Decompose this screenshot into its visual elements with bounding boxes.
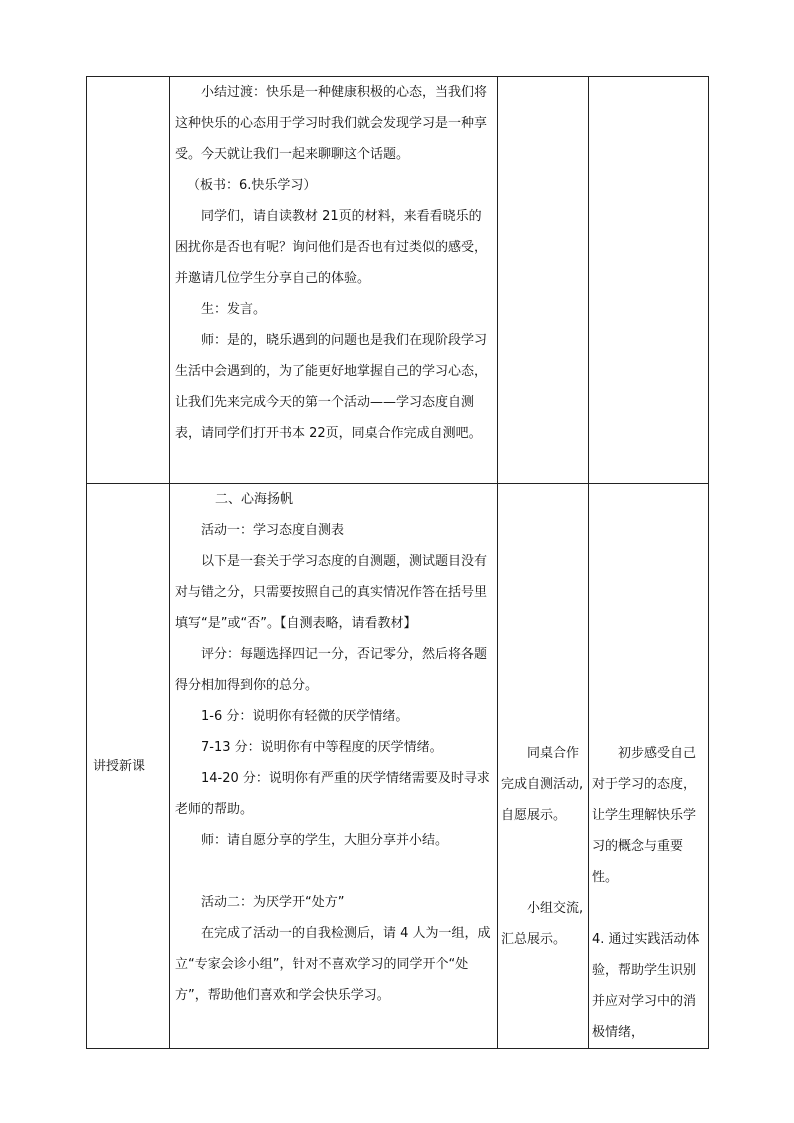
design-intent-cell	[589, 484, 709, 1049]
score-range-2: 7-13 分：说明你有中等程度的厌学情绪。	[201, 740, 443, 755]
table-row	[87, 484, 709, 1049]
activity1-title: 活动一：学习态度自测表	[201, 523, 345, 538]
teaching-content-cell	[170, 484, 498, 1049]
scoring-rule: 评分：每题选择四记一分，否记零分，然后将各题得分相加得到你的总分。	[175, 647, 488, 693]
reading-prompt: 同学们，请自读教材 21页的材料，来看看晓乐的困扰你是否也有呢？询问他们是否也有过类似的感受，并邀请几位学生分享自己的体验。	[175, 209, 488, 286]
teacher-remark: 师：是的，晓乐遇到的问题也是我们在现阶段学习生活中会遇到的，为了能更好地掌握自己的学习心态，让我们先来完成今天的第一个活动——学习态度自测表，请同学们打开书本 22页，同桌合作完成自测吧。	[175, 333, 488, 441]
blank-line	[175, 856, 493, 887]
teaching-content-cell	[170, 77, 498, 484]
activity2-title: 活动二：为厌学开“处方”	[201, 895, 345, 910]
transition-summary: 小结过渡：快乐是一种健康积极的心态，当我们将这种快乐的心态用于学习时我们就会发现学习是一种享受。今天就让我们一起来聊聊这个话题。	[175, 85, 488, 162]
teacher-summary: 师：请自愿分享的学生，大胆分享并小结。	[201, 833, 449, 848]
score-range-1: 1-6 分：说明你有轻微的厌学情绪。	[201, 709, 409, 724]
student-activity-cell	[498, 484, 589, 1049]
student-activity-cell-empty	[498, 77, 589, 484]
student-activity-1: 同桌合作完成自测活动,自愿展示。	[501, 746, 584, 823]
student-response: 生：发言。	[201, 302, 267, 317]
design-intent-cell-empty	[589, 77, 709, 484]
student-activity-2: 小组交流,汇总展示。	[501, 901, 584, 947]
lesson-plan-table	[86, 76, 709, 1049]
stage-cell-empty	[87, 77, 170, 484]
design-intent-1: 初步感受自己对于学习的态度，让学生理解快乐学习的概念与重要性。	[592, 746, 697, 885]
score-range-3: 14-20 分：说明你有严重的厌学情绪需要及时寻求老师的帮助。	[175, 771, 490, 817]
activity2-text: 在完成了活动一的自我检测后，请 4 人为一组，成立“专家会诊小组”，针对不喜欢学习的同学开个“处方”，帮助他们喜欢和学会快乐学习。	[175, 926, 491, 1003]
activity1-intro: 以下是一套关于学习态度的自测题，测试题目没有对与错之分，只需要按照自己的真实情况作答在括号里填写“是”或“否”。【自测表略，请看教材】	[175, 554, 488, 631]
stage-label: 讲授新课	[87, 484, 170, 1049]
blackboard-note: （板书：6.快乐学习）	[187, 178, 317, 193]
table-row	[87, 77, 709, 484]
section-title: 二、心海扬帆	[215, 492, 294, 507]
design-intent-2: 4. 通过实践活动体验，帮助学生识别并应对学习中的消极情绪，	[592, 932, 700, 1040]
